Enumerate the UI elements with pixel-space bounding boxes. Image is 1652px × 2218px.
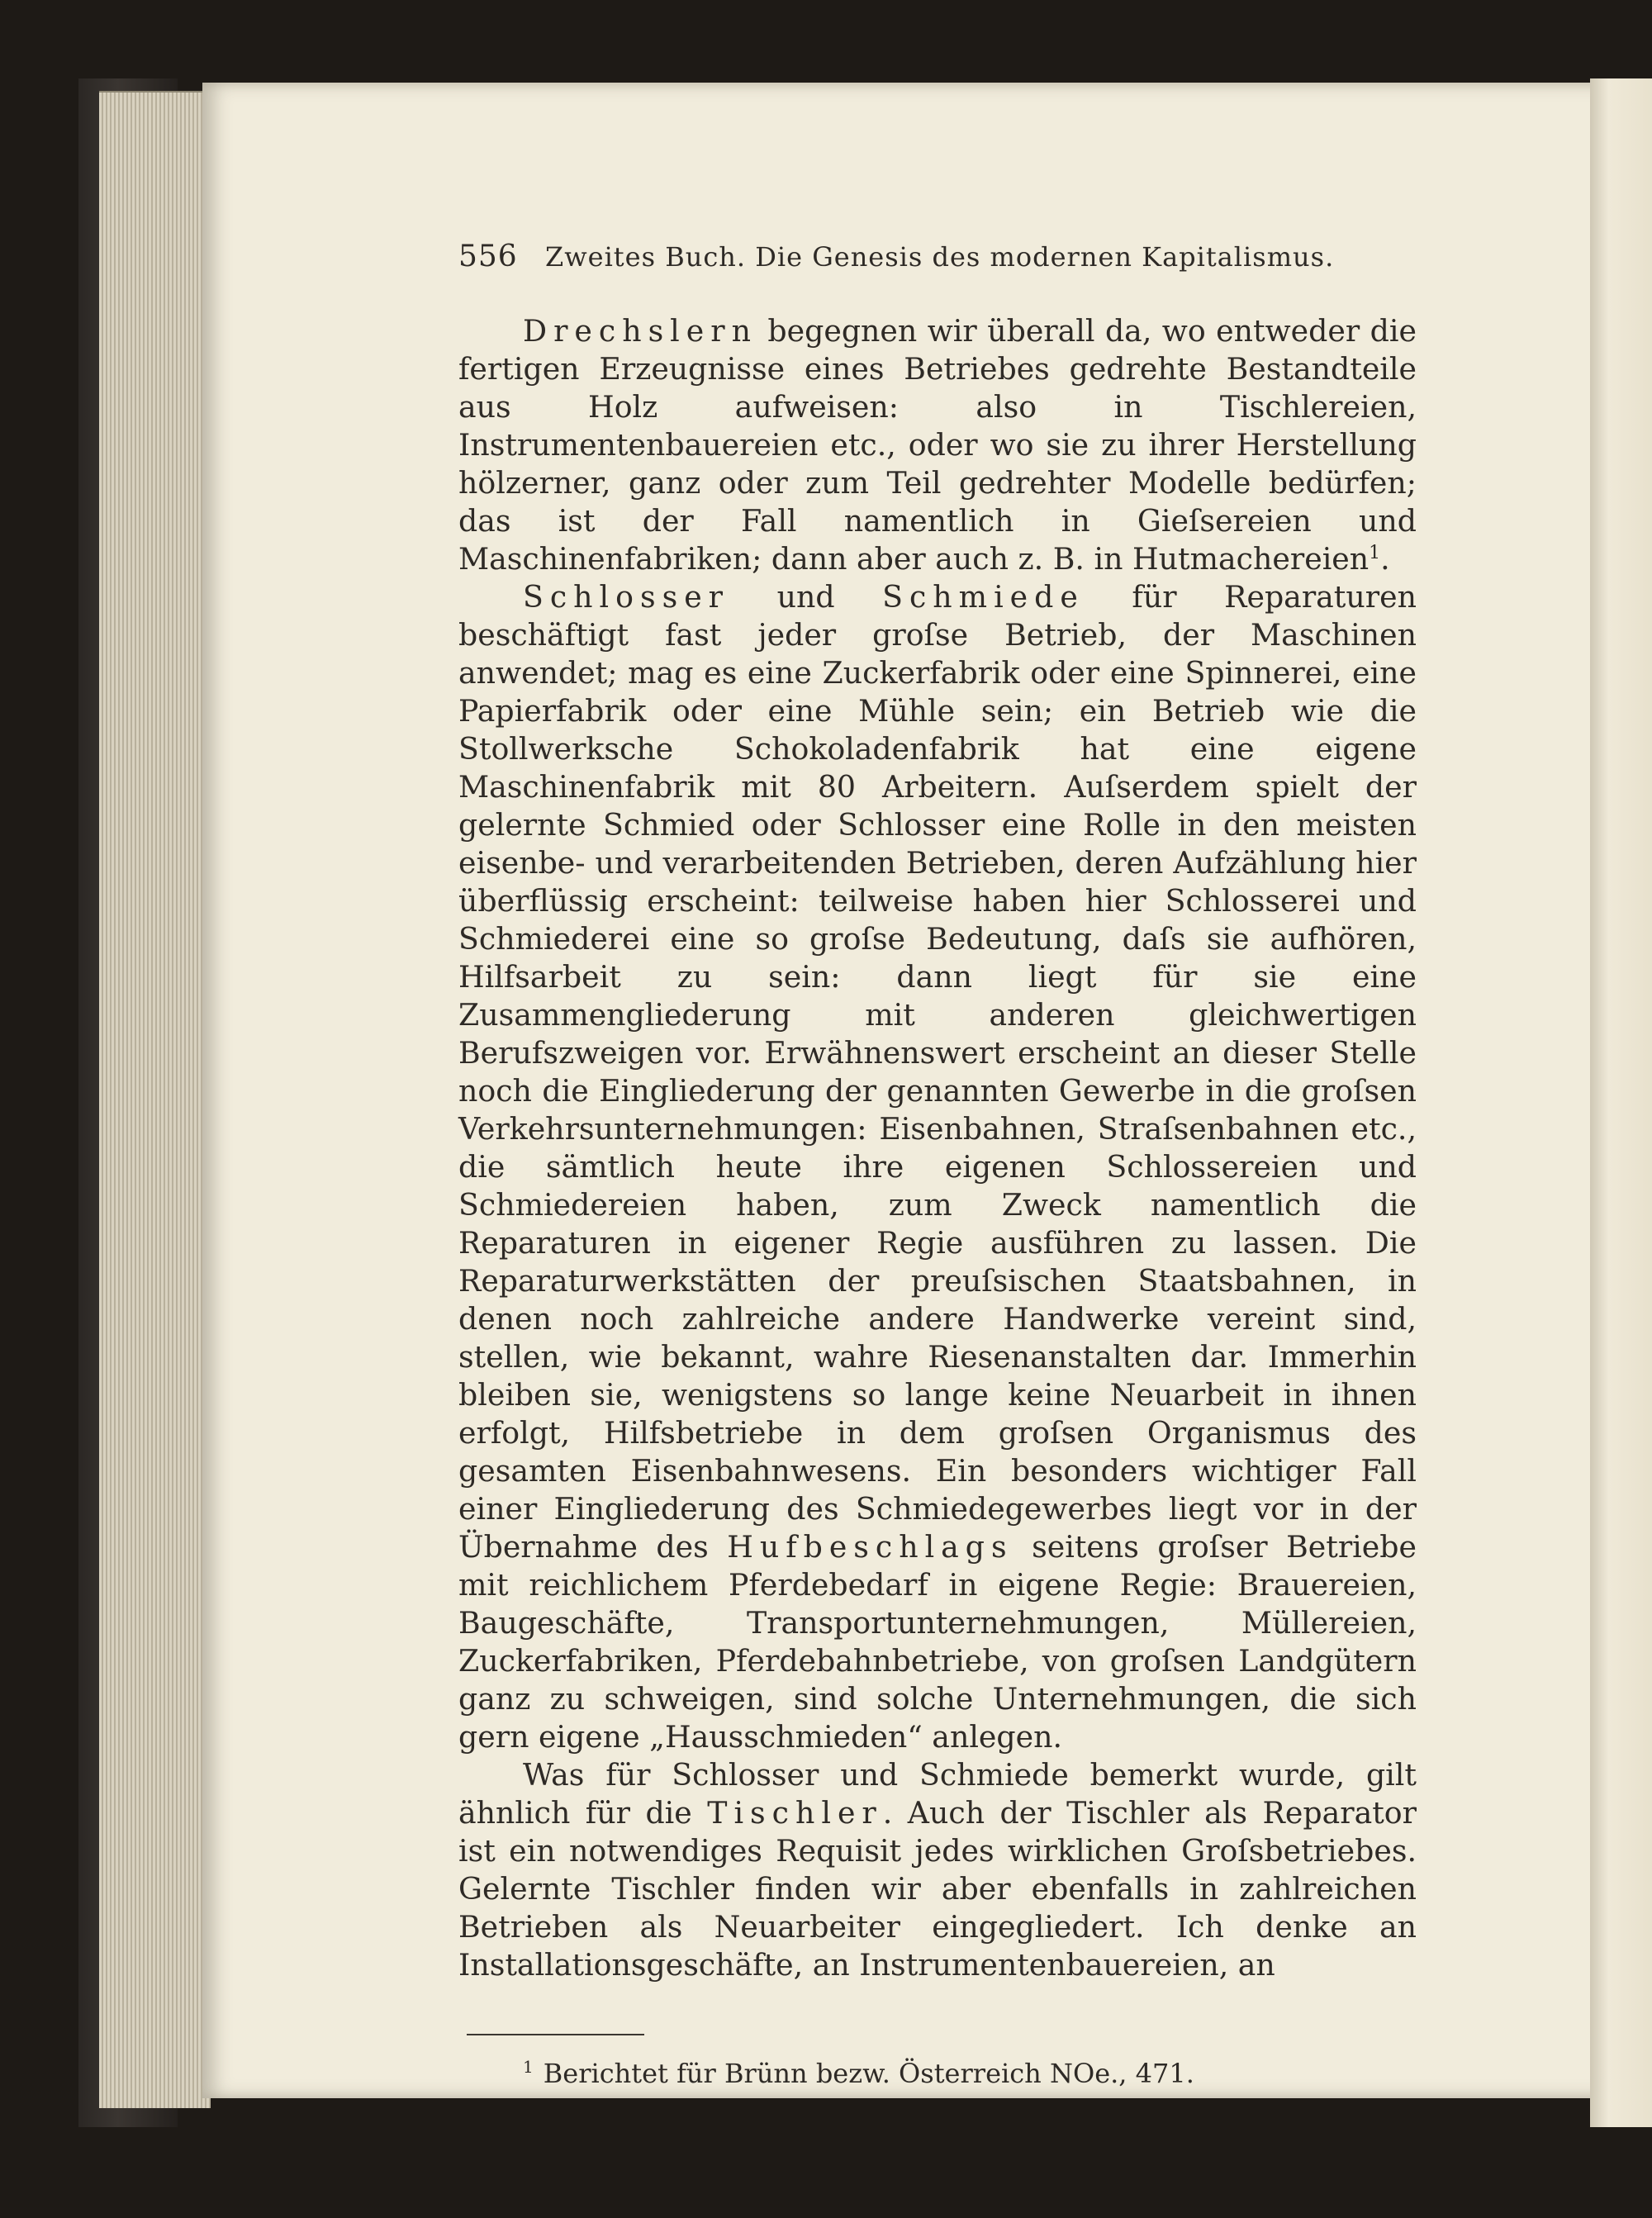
footnote-text: Berichtet für Brünn bezw. Österreich NOe., 471. bbox=[543, 2058, 1194, 2089]
running-header bbox=[458, 240, 1417, 281]
spaced-term: Tischler bbox=[707, 1795, 883, 1831]
page-number: 556 bbox=[458, 240, 518, 273]
spaced-term: Schlosser bbox=[523, 579, 729, 615]
page-edges bbox=[99, 91, 211, 2108]
footnote-marker: 1 bbox=[523, 2057, 534, 2078]
paragraph: Was für Schlosser und Schmiede bemerkt wurde, gilt ähnlich für die Tischler. Auch der Tischler als Reparator ist ein notwendiges Requisit jedes wirklichen Groſsbetriebes. Gelernte Tischler finden wir aber ebenfalls in zahlreichen Betrieben als Neuarbeiter eingegliedert. Ich denke an Installationsgeschäfte, an Instrumentenbauereien, an bbox=[458, 1757, 1417, 1983]
page-content bbox=[458, 240, 1417, 2092]
footnote bbox=[458, 2055, 1417, 2092]
paragraph: Drechslern begegnen wir überall da, wo entweder die fertigen Erzeugnisse eines Betriebes gedrehte Bestandteile aus Holz aufweisen: also in Tischlereien, Instrumentenbauereien etc., oder wo sie zu ihrer Herstellung hölzerner, ganz oder zum Teil gedrehter Modelle bedürfen; das ist der Fall namentlich in Gieſsereien und Maschinenfabriken; dann aber auch z. B. in Hutmachereien$^1$. bbox=[458, 313, 1417, 577]
running-title: Zweites Buch. Die Genesis des modernen Kapitalismus. bbox=[545, 241, 1335, 273]
spaced-term: Hufbeschlags bbox=[727, 1529, 1014, 1565]
paragraph: Schlosser und Schmiede für Reparaturen beschäftigt fast jeder groſse Betrieb, der Maschinen anwendet; mag es eine Zuckerfabrik oder eine Spinnerei, eine Papierfabrik oder eine Mühle sein; ein Betrieb wie die Stollwerksche Schokoladenfabrik hat eine eigene Maschinenfabrik mit 80 Arbeitern. Auſserdem spielt der gelernte Schmied oder Schlosser eine Rolle in den meisten eisenbe- und verarbeitenden Betrieben, deren Aufzählung hier überflüssig erscheint: teilweise haben hier Schlosserei und Schmiederei eine so groſse Bedeutung, daſs sie aufhören, Hilfsarbeit zu sein: dann liegt für sie eine Zusammengliederung mit anderen gleichwertigen Berufszweigen vor. Erwähnenswert erscheint an dieser Stelle noch die Eingliederung der genannten Gewerbe in die groſsen Verkehrsunternehmungen: Eisenbahnen, Straſsenbahnen etc., die sämtlich heute ihre eigenen Schlossereien und Schmiedereien haben, zum Zweck namentlich die Reparaturen in eigener Regie ausführen zu lassen. Die Reparaturwerkstätten der preuſsischen Staatsbahnen, in denen noch zahlreiche andere Handwerke vereint sind, stellen, wie bekannt, wahre Riesenanstalten dar. Immerhin bleiben sie, wenigstens so lange keine Neuarbeit in ihnen erfolgt, Hilfsbetriebe in dem groſsen Organismus des gesamten Eisenbahnwesens. Ein besonders wichtiger Fall einer Eingliederung des Schmiedegewerbes liegt vor in der Übernahme des Hufbeschlags seitens groſser Betriebe mit reichlichem Pferdebedarf in eigene Regie: Brauereien, Baugeschäfte, Transportunternehmungen, Müllereien, Zuckerfabriken, Pferdebahnbetriebe, von groſsen Landgütern ganz zu schweigen, sind solche Unternehmungen, die sich gern eigene „Hausschmieden“ anlegen. bbox=[458, 579, 1417, 1755]
facing-page-edge bbox=[1590, 78, 1652, 2127]
footnote-ref: 1 bbox=[1369, 542, 1381, 563]
spaced-term: Schmiede bbox=[882, 579, 1085, 615]
body-text bbox=[458, 312, 1417, 1984]
spaced-term: Drechslern bbox=[523, 313, 757, 349]
footnote-rule bbox=[467, 2034, 644, 2035]
